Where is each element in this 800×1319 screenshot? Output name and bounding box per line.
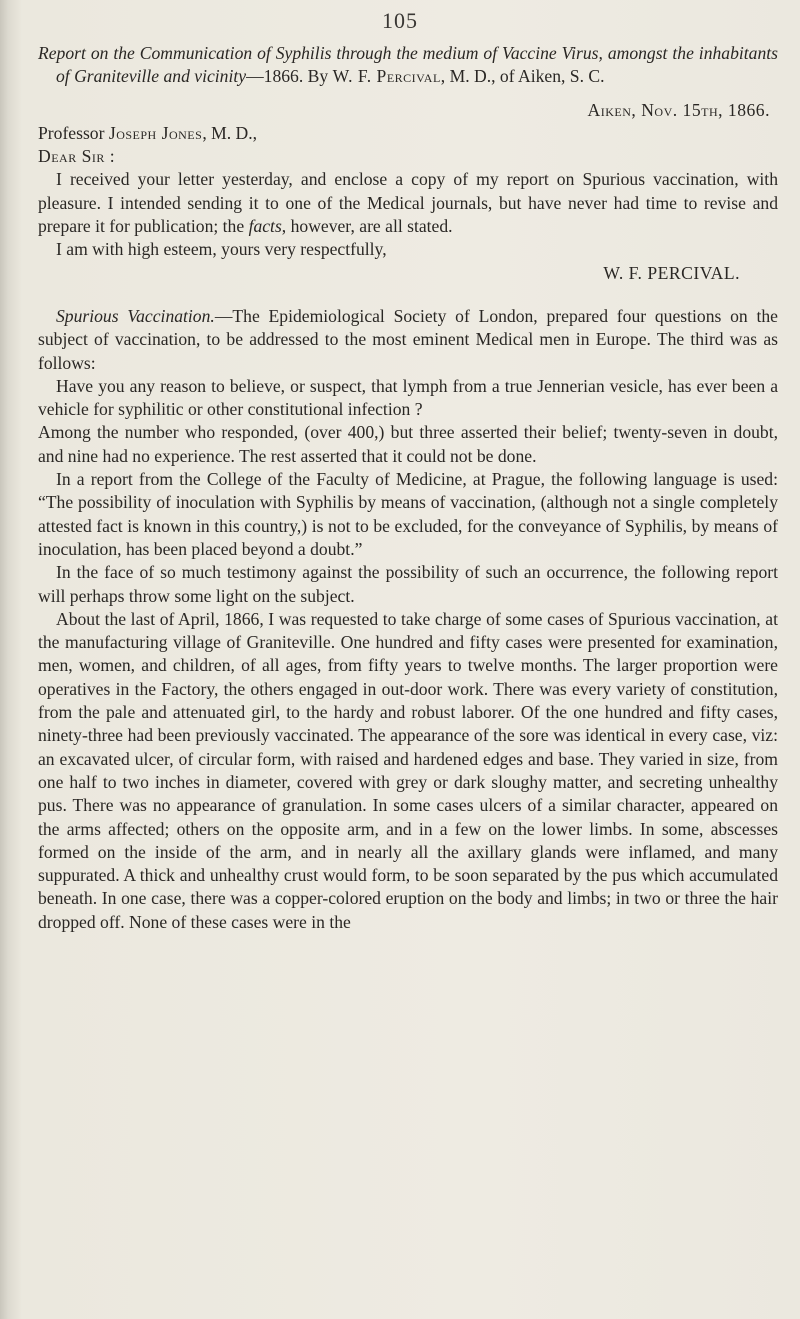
- article-heading: Spurious Vaccination.: [56, 305, 215, 326]
- letter-body-part2: , however, are all stated.: [281, 216, 453, 237]
- letter-salutation: Dear Sir :: [38, 146, 116, 167]
- article-para-6: About the last of April, 1866, I was requested to take charge of some cases of Spurious vaccination, at the manufacturing village of Graniteville. One hundred and fifty cases were presented for examination, men, women, and children, of all ages, from fifty years to twelve months. The larger proportion were operatives in the Factory, the others engaged in out-door work. There was every variety of constitution, from the pale and attenuated girl, to the hardy and robust laborer. Of the one hundred and fifty cases, ninety-three had been previously vaccinated. The appearance of the sore was identical in every case, viz: an excavated ulcer, of circular form, with raised and hardened edges and base. They varied in size, from one half to two inches in diameter, covered with grey or dark sloughy matter, and secreting unhealthy pus. There was no appearance of granulation. In some cases ulcers of a similar character, appeared on the arms affected; others on the opposite arm, and in a few on the lower limbs. In some, abscesses formed on the inside of the arm, and in nearly all the axillary glands were inflamed, and many suppurated. A thick and unhealthy crust would form, to be soon separated by the pus which accumulated beneath. In one case, there was a copper-colored eruption on the body and limbs; in two or three the hair dropped off. None of these cases were in the: [38, 608, 778, 932]
- letter-signature: W. F. PERCIVAL.: [603, 262, 740, 283]
- article-para-3: Among the number who responded, (over 400,) but three asserted their belief; twenty-seven in doubt, and nine had no experience. The rest asserted that it could not be done.: [38, 422, 778, 466]
- report-title: Report on the Communication of Syphilis through the medium of Vaccine Virus, amongst the inhabitants of Graniteville and vicinity: [38, 43, 778, 87]
- letter-body: [38, 168, 778, 238]
- article-para-1-text: —The Epidemiological Society of London, prepared four questions on the subject of vaccination, to be addressed to the most eminent Medical men in Europe. The third was as follows:: [38, 305, 778, 373]
- addressee-prefix: Professor: [38, 122, 109, 143]
- page-number: 105: [382, 8, 418, 33]
- addressee-name: Joseph Jones: [108, 122, 203, 143]
- author-name: W. F. Percival: [332, 66, 441, 87]
- letter-closing: I am with high esteem, yours very respectfully,: [56, 239, 387, 260]
- text-column: [38, 42, 778, 934]
- letter-addressee: [38, 122, 778, 145]
- article-para-1: [38, 305, 778, 375]
- letter-body-part1: I received your letter yesterday, and enclose a copy of my report on Spurious vaccination, with pleasure. I intended sending it to one of the Medical journals, but have never had time to revise and prepare it for publication; the: [38, 169, 778, 237]
- letter-body-facts: facts: [248, 216, 282, 237]
- letter-place-date: Aiken, Nov. 15th, 1866.: [587, 99, 770, 120]
- report-year: —1866.: [246, 66, 304, 87]
- article-para-2: Have you any reason to believe, or suspect, that lymph from a true Jennerian vesicle, has ever been a vehicle for syphilitic or other constitutional infection ?: [38, 375, 778, 420]
- byline-prefix: By: [303, 66, 333, 87]
- article-para-5: In the face of so much testimony against the possibility of such an occurrence, the following report will perhaps throw some light on the subject.: [38, 562, 778, 606]
- byline-suffix: , M. D., of Aiken, S. C.: [440, 66, 605, 87]
- article-para-4: In a report from the College of the Faculty of Medicine, at Prague, the following language is used: “The possibility of inoculation with Syphilis by means of vaccination, (although not a single completely attested fact is known in this country,) is not to be excluded, for the conveyance of Syphilis, by means of inoculation, has been placed beyond a doubt.”: [38, 469, 778, 559]
- report-heading: [38, 42, 778, 89]
- addressee-suffix: , M. D.,: [202, 122, 258, 143]
